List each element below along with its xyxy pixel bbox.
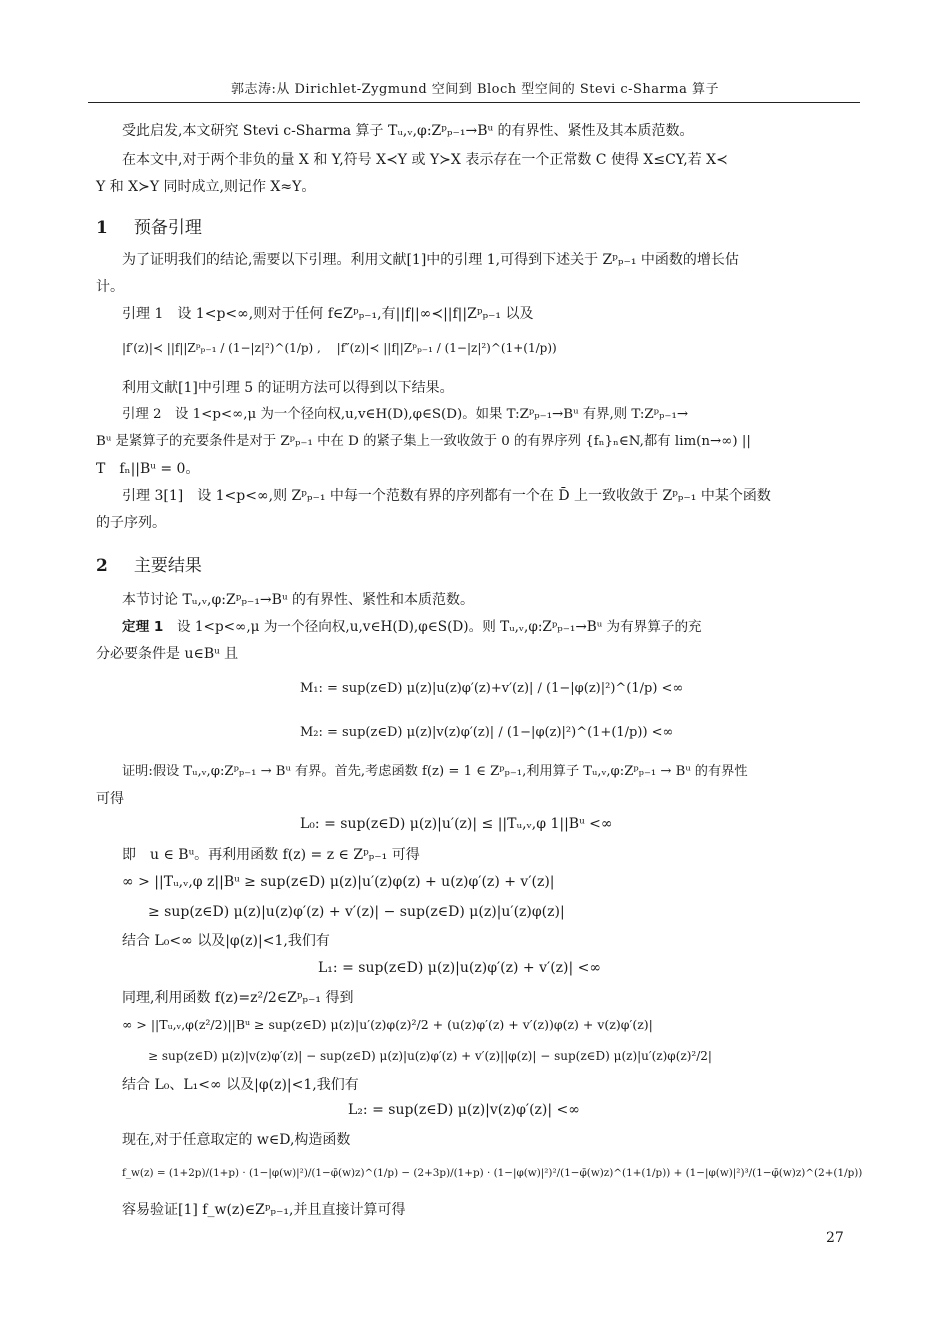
equation-M1: M₁: = sup(z∈D) μ(z)|u(z)φ′(z)+v′(z)| / (1−|φ(z)|²)^(1/p) <∞ bbox=[300, 681, 684, 696]
equation-M2: M₂: = sup(z∈D) μ(z)|v(z)φ′(z)| / (1−|φ(z)|²)^(1+(1/p)) <∞ bbox=[300, 725, 674, 740]
theorem-1-text: 设 1<p<∞,μ 为一个径向权,u,v∈H(D),φ∈S(D)。则 Tᵤ,ᵥ,φ:Zᵖₚ₋₁→Bᵘ 为有界算子的充 bbox=[163, 619, 702, 635]
s1-para-2: 利用文献[1]中引理 5 的证明方法可以得到以下结果。 bbox=[122, 380, 454, 396]
intro-line-3: Y 和 X≻Y 同时成立,则记作 X≈Y。 bbox=[96, 179, 316, 195]
proof-line-ji: 即 u ∈ Bᵘ。再利用函数 f(z) = z ∈ Zᵖₚ₋₁ 可得 bbox=[122, 847, 420, 863]
section-2-heading bbox=[96, 551, 202, 576]
theorem-1-line-1 bbox=[122, 617, 702, 637]
intro-line-2: 在本文中,对于两个非负的量 X 和 Y,符号 X≺Y 或 Y≻X 表示存在一个正常数 C 使得 X≤CY,若 X≺ bbox=[122, 152, 728, 168]
equation-b2: ≥ sup(z∈D) μ(z)|v(z)φ′(z)| − sup(z∈D) μ(z)|u(z)φ′(z) + v′(z)||φ(z)| − sup(z∈D) μ(z)|u′(z)φ(z)²/2| bbox=[148, 1049, 712, 1063]
proof-line-2: 可得 bbox=[96, 791, 124, 807]
lemma-2-line-1: 引理 2 设 1<p<∞,μ 为一个径向权,u,v∈H(D),φ∈S(D)。如果 T:Zᵖₚ₋₁→Bᵘ 有界,则 T:Zᵖₚ₋₁→ bbox=[122, 407, 689, 422]
equation-a2: ≥ sup(z∈D) μ(z)|u(z)φ′(z) + v′(z)| − sup(z∈D) μ(z)|u′(z)φ(z)| bbox=[148, 904, 565, 920]
proof-line-xianzai: 现在,对于任意取定的 w∈D,构造函数 bbox=[122, 1132, 351, 1148]
intro-line-1: 受此启发,本文研究 Stevi c-Sharma 算子 Tᵤ,ᵥ,φ:Zᵖₚ₋₁→Bᵘ 的有界性、紧性及其本质范数。 bbox=[122, 123, 694, 139]
page-number: 27 bbox=[826, 1230, 844, 1246]
lemma-3-line-2: 的子序列。 bbox=[96, 515, 166, 531]
proof-line-1: 证明:假设 Tᵤ,ᵥ,φ:Zᵖₚ₋₁ → Bᵘ 有界。首先,考虑函数 f(z) = 1 ∈ Zᵖₚ₋₁,利用算子 Tᵤ,ᵥ,φ:Zᵖₚ₋₁ → Bᵘ 的有界性 bbox=[122, 764, 748, 779]
section-2-title: 主要结果 bbox=[133, 556, 202, 576]
equation-L0: L₀: = sup(z∈D) μ(z)|u′(z)| ≤ ||Tᵤ,ᵥ,φ 1||Bᵘ <∞ bbox=[300, 816, 613, 832]
s1-para-1-line-2: 计。 bbox=[96, 279, 124, 295]
proof-line-jiehe-1: 结合 L₀<∞ 以及|φ(z)|<1,我们有 bbox=[122, 933, 330, 949]
lemma-3-line-1: 引理 3[1] 设 1<p<∞,则 Zᵖₚ₋₁ 中每一个范数有界的序列都有一个在 D̄ 上一致收敛于 Zᵖₚ₋₁ 中某个函数 bbox=[122, 488, 771, 504]
running-header: 郭志涛:从 Dirichlet-Zygmund 空间到 Bloch 型空间的 Stevi c-Sharma 算子 bbox=[231, 82, 719, 97]
equation-L1: L₁: = sup(z∈D) μ(z)|u(z)φ′(z) + v′(z)| <∞ bbox=[318, 960, 602, 976]
lemma-2-line-3: T fₙ||Bᵘ = 0。 bbox=[96, 461, 200, 477]
proof-line-last: 容易验证[1] f_w(z)∈Zᵖₚ₋₁,并且直接计算可得 bbox=[122, 1202, 406, 1218]
section-2-number: 2 bbox=[96, 556, 108, 576]
section-1-heading bbox=[96, 213, 202, 238]
equation-L2: L₂: = sup(z∈D) μ(z)|v(z)φ′(z)| <∞ bbox=[348, 1102, 580, 1118]
section-1-title: 预备引理 bbox=[133, 218, 202, 238]
section-1-number: 1 bbox=[96, 218, 108, 238]
lemma-1-equation: |f′(z)|≺ ||f||Zᵖₚ₋₁ / (1−|z|²)^(1/p) , |f″(z)|≺ ||f||Zᵖₚ₋₁ / (1−|z|²)^(1+(1/p)) bbox=[122, 341, 557, 355]
s2-para-1: 本节讨论 Tᵤ,ᵥ,φ:Zᵖₚ₋₁→Bᵘ 的有界性、紧性和本质范数。 bbox=[122, 592, 474, 608]
proof-line-tongli: 同理,利用函数 f(z)=z²/2∈Zᵖₚ₋₁ 得到 bbox=[122, 990, 354, 1006]
lemma-2-line-2: Bᵘ 是紧算子的充要条件是对于 Zᵖₚ₋₁ 中在 D 的紧子集上一致收敛于 0 的有界序列 {fₙ}ₙ∈N,都有 lim(n→∞) || bbox=[96, 434, 751, 449]
proof-line-jiehe-2: 结合 L₀、L₁<∞ 以及|φ(z)|<1,我们有 bbox=[122, 1077, 359, 1093]
equation-a1: ∞ > ||Tᵤ,ᵥ,φ z||Bᵘ ≥ sup(z∈D) μ(z)|u′(z)φ(z) + u(z)φ′(z) + v′(z)| bbox=[122, 874, 555, 890]
s1-para-1-line-1: 为了证明我们的结论,需要以下引理。利用文献[1]中的引理 1,可得到下述关于 Zᵖₚ₋₁ 中函数的增长估 bbox=[122, 252, 739, 268]
equation-b1: ∞ > ||Tᵤ,ᵥ,φ(z²/2)||Bᵘ ≥ sup(z∈D) μ(z)|u′(z)φ(z)²/2 + (u(z)φ′(z) + v′(z))φ(z) + v(z)φ′(z)| bbox=[122, 1017, 653, 1032]
lemma-1-statement: 引理 1 设 1<p<∞,则对于任何 f∈Zᵖₚ₋₁,有||f||∞≺||f||Zᵖₚ₋₁ 以及 bbox=[122, 306, 534, 322]
header-rule bbox=[88, 102, 860, 103]
theorem-1-label: 定理 1 bbox=[122, 619, 164, 635]
theorem-1-line-2: 分必要条件是 u∈Bᵘ 且 bbox=[96, 646, 239, 662]
equation-fw: f_w(z) = (1+2p)/(1+p) · (1−|φ(w)|²)/(1−φ̄(w)z)^(1/p) − (2+3p)/(1+p) · (1−|φ(w)|²)²/(1−φ̄(w)z)^(1+(1/p)) + (1−|φ(w)|²)³/(1−φ̄(w)z)^(2+(1/p)) bbox=[122, 1167, 863, 1179]
